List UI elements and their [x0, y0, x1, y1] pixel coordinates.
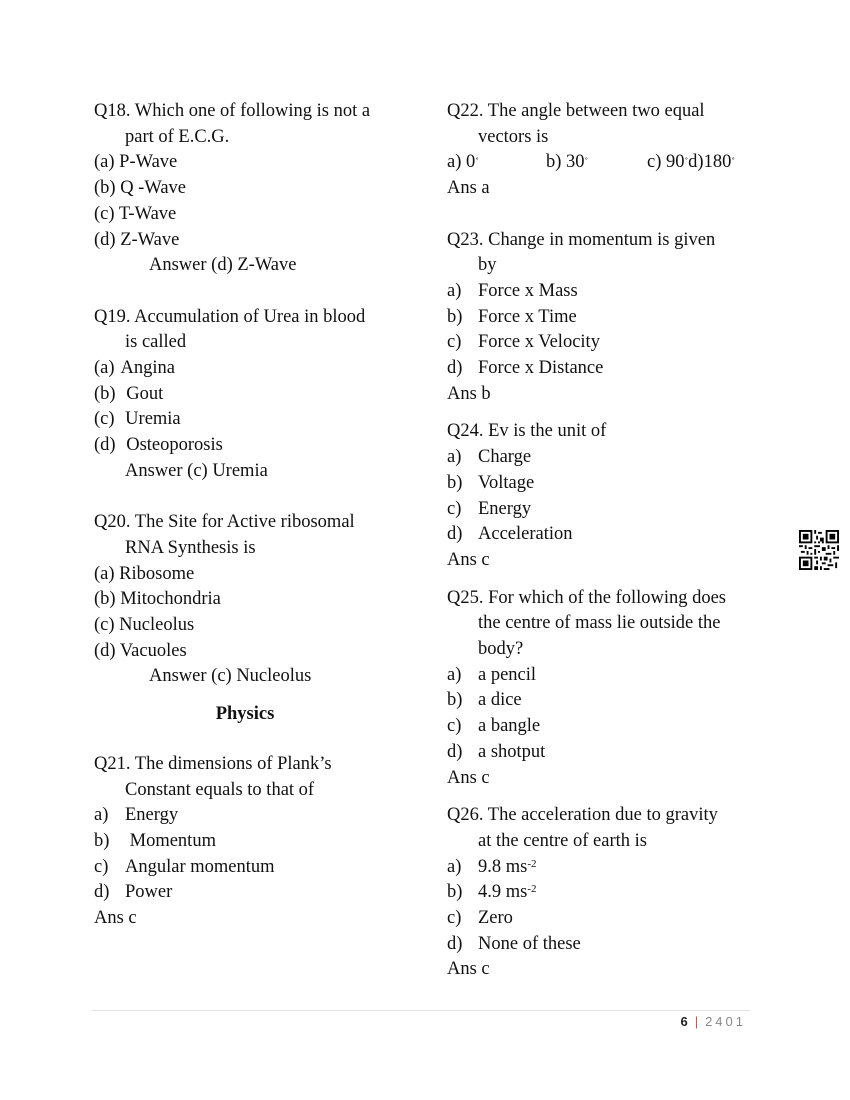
document-code: 2401 [705, 1014, 746, 1029]
option-label: d) [447, 524, 463, 545]
option-label: d) [447, 358, 463, 379]
q25-question-cont-1: the centre of mass lie outside the [478, 613, 721, 634]
option-label: a) [447, 664, 462, 685]
q25-option-d [447, 740, 767, 766]
option-text: Gout [121, 383, 164, 404]
q25-option-b [447, 688, 767, 714]
option-label: b) [447, 472, 463, 493]
option-text: Voltage [478, 472, 535, 493]
q18-option-a: (a) P-Wave [94, 152, 178, 173]
q23-option-c [447, 330, 767, 356]
option-label: c) [94, 856, 109, 877]
q22-question: Q22. The angle between two equal [447, 101, 705, 121]
q26-option-a [447, 855, 767, 881]
q26-question: Q26. The acceleration due to gravity [447, 805, 718, 826]
option-text: a shotput [478, 741, 546, 762]
option-label: d) [447, 741, 463, 762]
q22-question-cont: vectors is [478, 126, 549, 147]
option-label: b) [447, 882, 463, 903]
option-text: Uremia [120, 409, 181, 430]
q19-option-d [94, 433, 414, 459]
q24-option-c [447, 497, 767, 523]
option-label: b) [447, 306, 463, 327]
option-text: Momentum [125, 830, 216, 851]
qr-code-icon [799, 530, 839, 570]
q21-option-b [94, 829, 414, 855]
q22-option-d-text: d)180 [688, 152, 732, 173]
q22-option-d [688, 150, 735, 176]
q23-option-b [447, 305, 767, 331]
q25-answer: Ans c [447, 767, 490, 788]
q26-answer: Ans c [447, 959, 490, 980]
footer-separator: | [694, 1014, 700, 1029]
q24-question: Q24. Ev is the unit of [447, 421, 607, 442]
q20-option-d: (d) Vacuoles [94, 640, 187, 661]
option-label: a) [447, 856, 462, 877]
left-column [94, 99, 414, 932]
superscript: -2 [527, 857, 537, 870]
q20-answer: Answer (c) Nucleolus [149, 666, 312, 687]
degree-symbol: ˚ [584, 156, 589, 169]
q19-question-cont: is called [125, 332, 187, 353]
option-text: Zero [478, 908, 513, 929]
q18-answer: Answer (d) Z-Wave [149, 255, 297, 276]
q26-option-b [447, 880, 767, 906]
option-label: b) [447, 690, 463, 711]
option-text: Force x Time [478, 306, 577, 327]
option-text: a bangle [478, 716, 541, 737]
q18-option-d: (d) Z-Wave [94, 229, 180, 250]
footer-divider [92, 1010, 750, 1011]
option-text: a dice [478, 690, 522, 711]
option-text: Force x Mass [478, 280, 578, 301]
q22-option-a-text: a) 0 [447, 152, 476, 173]
q25-question-cont-2: body? [478, 639, 524, 660]
q21-answer: Ans c [94, 908, 137, 929]
q22-option-b-text: b) 30 [546, 152, 585, 173]
option-label: c) [447, 332, 462, 353]
option-text: Angular momentum [125, 856, 275, 877]
option-label: a) [94, 805, 109, 826]
option-label: c) [447, 498, 462, 519]
q21-option-c [94, 855, 414, 881]
degree-symbol: ˚ [475, 156, 479, 169]
q26-option-d [447, 932, 767, 958]
q19-question: Q19. Accumulation of Urea in blood [94, 306, 366, 327]
option-text: 9.8 ms [478, 856, 528, 877]
option-text: Power [125, 882, 173, 903]
degree-symbol: ˚ [684, 156, 689, 169]
q18-option-c: (c) T-Wave [94, 203, 177, 224]
section-title-physics: Physics [215, 704, 275, 725]
q22-option-c-text: c) 90 [647, 152, 685, 173]
option-text: 4.9 ms [478, 882, 528, 903]
page-number: 6 [680, 1014, 689, 1029]
option-text: Acceleration [478, 524, 573, 545]
superscript: -2 [527, 883, 537, 896]
option-label: (d) [94, 435, 116, 456]
option-label: (a) [94, 358, 115, 379]
q26-question-cont: at the centre of earth is [478, 830, 647, 851]
q19-option-a [94, 356, 414, 382]
q25-question: Q25. For which of the following does [447, 587, 727, 608]
option-text: Angina [120, 358, 176, 379]
q24-option-b [447, 471, 767, 497]
q23-answer: Ans b [447, 383, 491, 404]
q23-question-cont: by [478, 255, 497, 276]
q20-option-b: (b) Mitochondria [94, 589, 221, 610]
right-column [447, 99, 767, 983]
q23-option-a [447, 279, 767, 305]
q21-question-cont: Constant equals to that of [125, 779, 315, 800]
option-text: None of these [478, 933, 581, 954]
page-footer [680, 1014, 746, 1029]
q26-option-c [447, 906, 767, 932]
q21-option-a [94, 803, 414, 829]
q24-answer: Ans c [447, 549, 490, 570]
q20-option-c: (c) Nucleolus [94, 615, 195, 636]
option-text: Osteoporosis [121, 435, 223, 456]
q20-option-a: (a) Ribosome [94, 563, 195, 584]
q23-question: Q23. Change in momentum is given [447, 229, 716, 250]
option-text: a pencil [478, 664, 537, 685]
q18-option-b: (b) Q -Wave [94, 178, 186, 199]
option-label: a) [447, 447, 462, 468]
q25-option-a [447, 663, 767, 689]
q18-question-cont: part of E.C.G. [125, 126, 230, 147]
q24-option-a [447, 445, 767, 471]
q19-option-c [94, 407, 414, 433]
q24-option-d [447, 522, 767, 548]
q19-answer: Answer (c) Uremia [125, 460, 268, 481]
q20-question: Q20. The Site for Active ribosomal [94, 512, 355, 533]
option-text: Charge [478, 447, 532, 468]
option-label: b) [94, 830, 110, 851]
degree-symbol: ˚ [731, 156, 736, 169]
option-label: (b) [94, 383, 116, 404]
q22-option-c [647, 150, 688, 176]
q18-question: Q18. Which one of following is not a [94, 101, 371, 121]
option-text: Force x Velocity [478, 332, 600, 353]
q21-option-d [94, 880, 414, 906]
q23-option-d [447, 356, 767, 382]
q22-answer: Ans a [447, 178, 490, 199]
q25-option-c [447, 714, 767, 740]
option-text: Force x Distance [478, 358, 604, 379]
option-label: c) [447, 716, 462, 737]
q19-option-b [94, 382, 414, 408]
option-label: a) [447, 280, 462, 301]
option-label: d) [447, 933, 463, 954]
option-label: d) [94, 882, 110, 903]
q22-options [447, 150, 767, 176]
q20-question-cont: RNA Synthesis is [125, 537, 256, 558]
option-label: c) [447, 908, 462, 929]
q22-option-a [447, 150, 546, 176]
option-label: (c) [94, 409, 115, 430]
option-text: Energy [125, 805, 179, 826]
q22-option-b [546, 150, 647, 176]
q21-question: Q21. The dimensions of Plank’s [94, 753, 332, 774]
option-text: Energy [478, 498, 532, 519]
